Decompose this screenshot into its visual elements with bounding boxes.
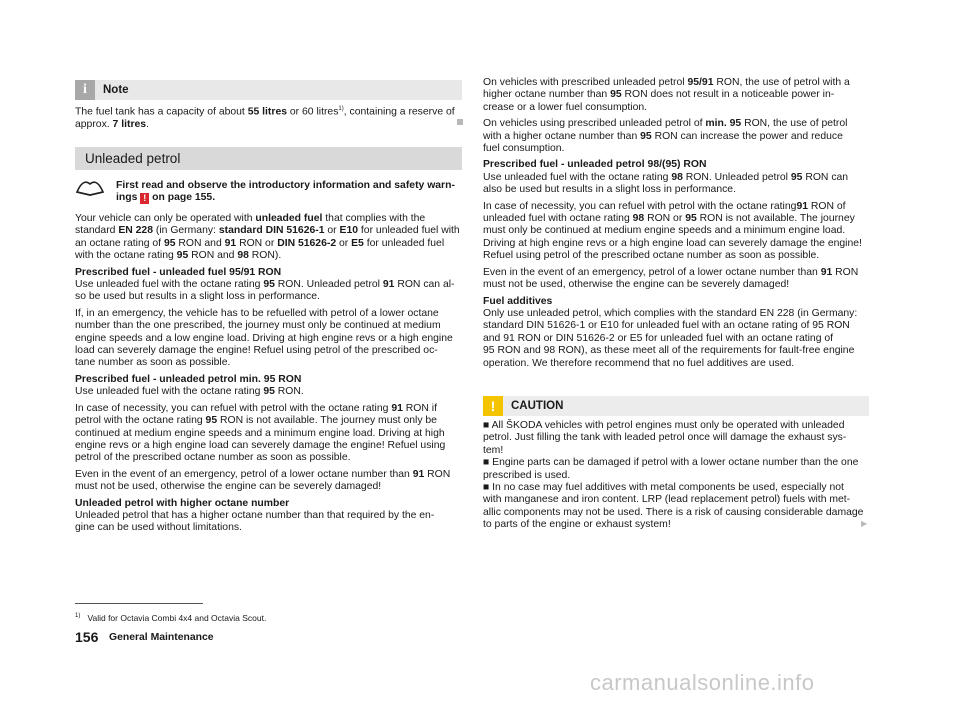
paragraph: Even in the event of an emergency, petrol of a lower octane number than 91 RON must not be used, otherwise the engine can be severely damaged! [483,266,859,291]
watermark: carmanualsonline.info [590,670,815,695]
caution-icon: ! [483,396,503,416]
caution-header [483,396,869,416]
note-text: The fuel tank has a capacity of about 55 litres or 60 litres$^{1)}$, containing a reserve of approx. 7 litres. [75,106,455,130]
right-column [483,77,878,370]
caution-body: ■ All ŠKODA vehicles with petrol engines must only be operated with unleaded petrol. Just filling the tank with leaded petrol once will damage the exhaust sys- tem! ■ Engine parts can be damaged if petrol with a lower octane number than the one prescribed is used. ■ In no case may fuel additives with metal components be used, especially not with manganese and iron content. LRP (lead replacement petrol) fuels with met- allic components may not be used. There is a risk of causing considerable damage to parts of the engine or exhaust system! [483,420,864,531]
paragraph: On vehicles using prescribed unleaded petrol of min. 95 RON, the use of petrol with a higher octane number than 95 RON can increase the power and reduce fuel consumption. [483,118,848,155]
note-header [75,80,462,100]
paragraph: Fuel additives Only use unleaded petrol, which complies with the standard EN 228 (in Germany: standard DIN 51626-1 or E10 for unleaded fuel with an octane rating of 95 RON and 91 RON or DIN 51626-2 or E5 for unleaded fuel with an octane rating of 95 RON and 98 RON), as these meet all of the requirements for fault-free engine operation. We therefore recommend that no fuel additives are used. [483,295,858,369]
footnote-divider [75,603,203,604]
end-mark-icon [457,119,463,125]
paragraph: If, in an emergency, the vehicle has to be refuelled with petrol of a lower octane number than the one prescribed, the journey must only be continued at medium engine speeds and a low engine load. Driving at high engine revs or a high engine load can severely damage the engine! Refuel using petrol of the prescribed oc- tane number as soon as possible. [75,307,453,369]
paragraph: In case of necessity, you can refuel with petrol with the octane rating 91 RON if petrol with the octane rating 95 RON is not available. The journey must only be continued at medium engine speeds and a minimum engine load. Driving at high engine revs or a high engine load can severely damage the engine! Refuel using petrol of the prescribed octane number as soon as possible. [75,402,446,464]
paragraph: Prescribed fuel - unleaded petrol min. 95 RON Use unleaded fuel with the octane rating 95 RON. [75,373,304,398]
paragraph: Prescribed fuel - unleaded petrol 98/(95) RON Use unleaded fuel with the octane rating 98 RON. Unleaded petrol 95 RON can also be used but results in a slight loss in performance. [483,159,849,196]
left-column [75,213,470,535]
note-title: Note [103,84,129,96]
intro-text: First read and observe the introductory information and safety warn- ings ! on page 155. [116,180,455,204]
open-book-icon [75,176,105,196]
paragraph: Unleaded petrol with higher octane number Unleaded petrol that has a higher octane number than that required by the en- gine can be used without limitations. [75,497,435,534]
section-header [75,147,462,170]
paragraph: Prescribed fuel - unleaded fuel 95/91 RON Use unleaded fuel with the octane rating 95 RON. Unleaded petrol 91 RON can al- so be used but results in a slight loss in performance. [75,266,455,303]
paragraph: In case of necessity, you can refuel with petrol with the octane rating91 RON of unleaded fuel with octane rating 98 RON or 95 RON is not available. The journey must only be continued at medium engine speeds and a minimum engine load. Driving at high engine revs or a high engine load can severely damage the engine! Refuel using petrol of the prescribed octane number as soon as possible. [483,200,862,262]
page-number: 156 [75,629,99,645]
paragraph: Your vehicle can only be operated with unleaded fuel that complies with the standard EN 228 (in Germany: standard DIN 51626-1 or E10 for unleaded fuel with an octane rating of 95 RON and 91 RON or DIN 51626-2 or E5 for unleaded fuel with the octane rating 95 RON and 98 RON). [75,213,460,262]
info-icon: i [75,80,95,100]
caution-title: CAUTION [511,400,564,412]
paragraph: Even in the event of an emergency, petrol of a lower octane number than 91 RON must not be used, otherwise the engine can be severely damaged! [75,468,451,493]
footnote: $^{1)}$ Valid for Octavia Combi 4x4 and Octavia Scout. [75,612,267,623]
warning-icon: ! [140,193,149,204]
page-section-title: General Maintenance [109,632,214,643]
section-title: Unleaded petrol [85,151,181,166]
continue-arrow-icon: ▶ [861,519,868,528]
paragraph: On vehicles with prescribed unleaded petrol 95/91 RON, the use of petrol with a higher octane number than 95 RON does not result in a noticeable power in- crease or a lower fuel consumption. [483,77,850,113]
